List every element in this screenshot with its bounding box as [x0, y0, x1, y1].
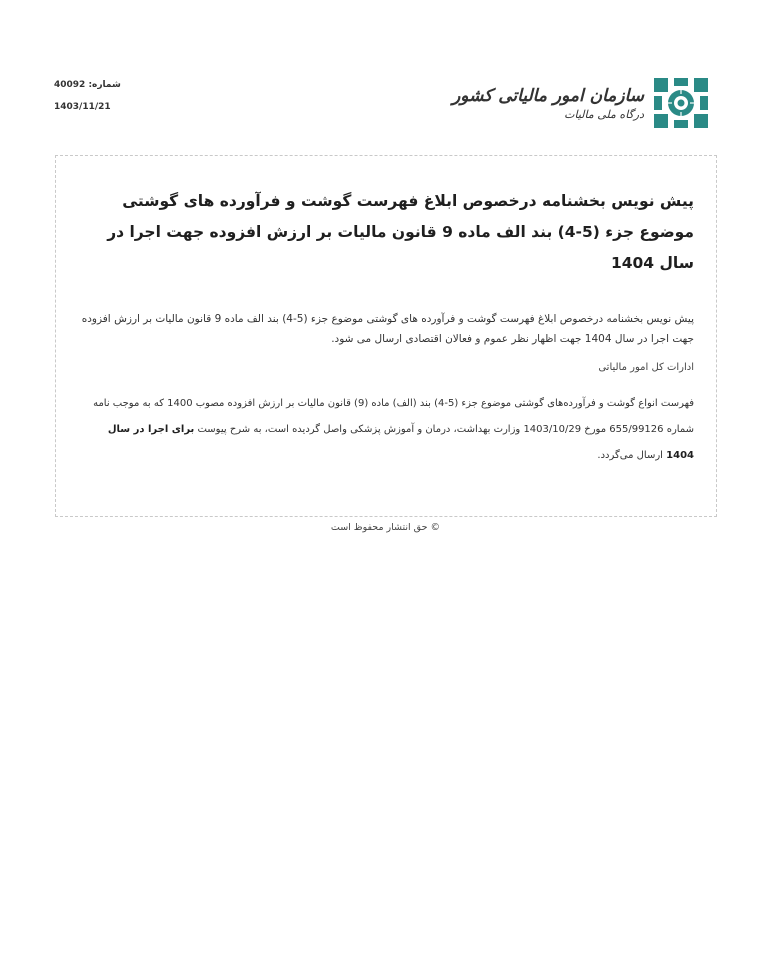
circular-body	[80, 391, 694, 469]
copyright-notice: © حق انتشار محفوظ است	[330, 522, 440, 533]
tax-emblem-icon	[654, 78, 708, 128]
circular-summary: پیش نویس بخشنامه درخصوص ابلاغ فهرست گوشت و فرآورده های گوشتی موضوع جزء (5-4) بند الف ماده 9 قانون مالیات بر ارزش افزوده جهت اجرا در سال 1404 جهت اظهار نظر عموم و فعالان اقتصادی ارسال می شود.	[81, 313, 694, 345]
organization-name-line2: درگاه ملی مالیات	[564, 107, 644, 121]
letter-meta	[54, 74, 121, 118]
organization-name-line1: سازمان امور مالیاتی کشور	[452, 85, 644, 106]
organization-name	[452, 86, 644, 121]
body-emphasis: برای اجرا در سال 1404	[107, 424, 694, 461]
letter-number: 40092	[54, 80, 86, 90]
organization-logo	[452, 78, 708, 128]
circular-title: پیش نویس بخشنامه درخصوص ابلاغ فهرست گوشت و فرآورده های گوشتی موضوع جزء (5-4) بند الف ماده 9 قانون مالیات بر ارزش افزوده جهت اجرا در سال 1404	[107, 192, 694, 272]
circular-card	[55, 155, 717, 517]
letter-number-label: شماره:	[88, 80, 121, 90]
body-part1: فهرست انواع گوشت و فرآورده‌های گوشتی موضوع جزء (5-4) بند (الف) ماده (9) قانون مالیات بر ارزش افزوده مصوب 1400 که به موجب نامه شماره 655/99126 مورخ 1403/10/29 وزارت بهداشت، درمان و آموزش پزشکی واصل گردیده است، به شرح پیوست	[93, 398, 694, 435]
addressee: ادارات کل امور مالیاتی	[598, 362, 694, 373]
letter-number-row	[54, 74, 121, 96]
letter-date: 1403/11/21	[54, 102, 111, 112]
body-part2: ارسال می‌گردد.	[597, 450, 663, 461]
